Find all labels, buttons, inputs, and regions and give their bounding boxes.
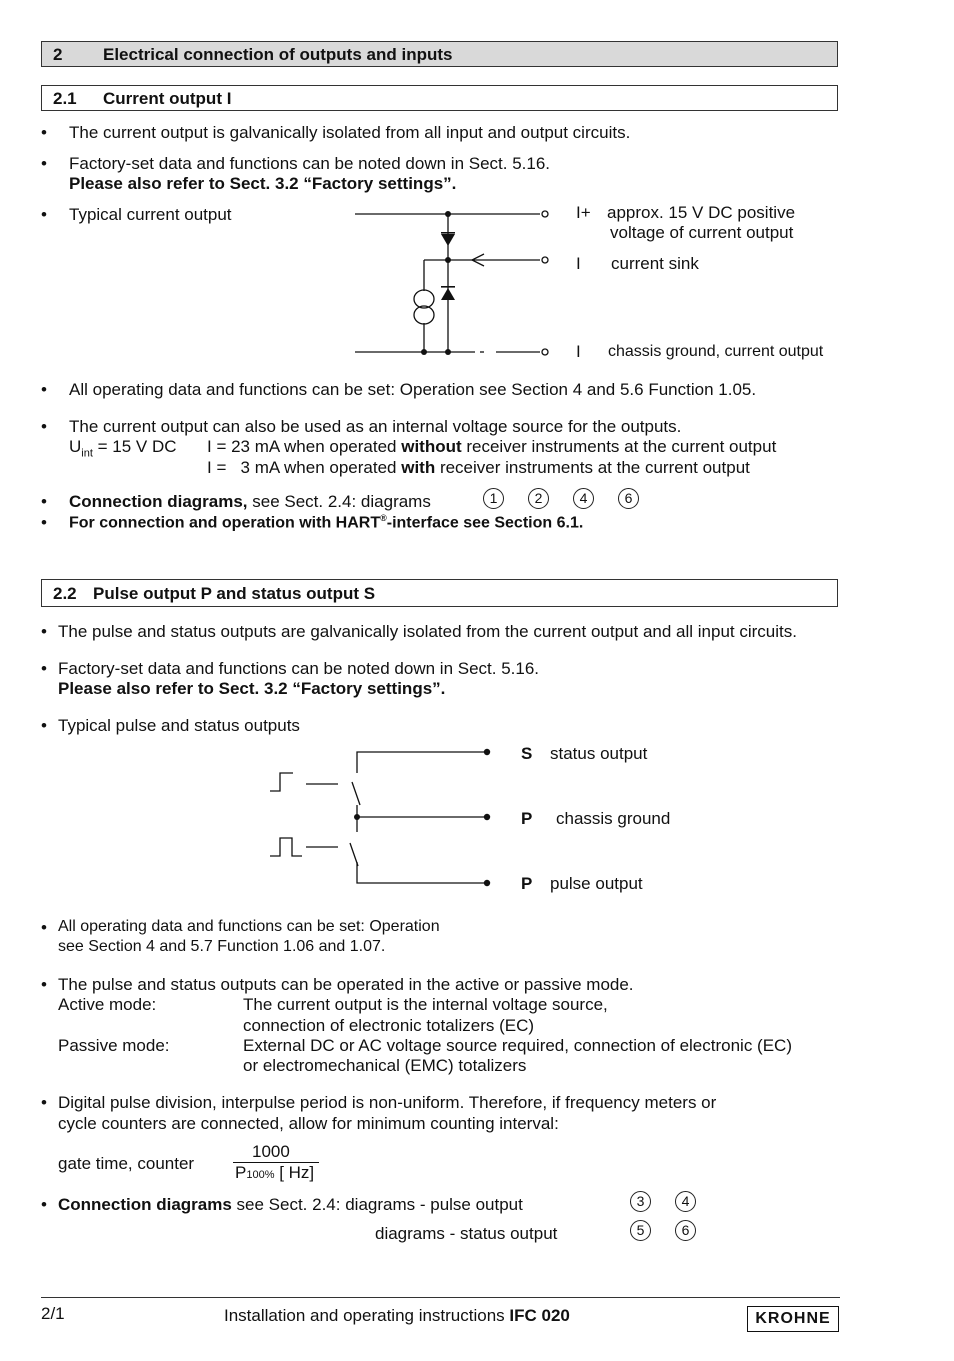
section-2-1-number: 2.1: [53, 89, 77, 108]
passive-mode-desc-1: External DC or AC voltage source required, connection of electronic (EC): [243, 1036, 792, 1055]
bullet-dot: •: [41, 123, 47, 142]
bullet-dot: •: [41, 1195, 47, 1214]
section-2-2-number: 2.2: [53, 584, 77, 603]
footer-page-number: 2/1: [41, 1304, 65, 1323]
registered-mark: ®: [380, 513, 387, 523]
terminal-i-plus-desc-2: voltage of current output: [610, 223, 794, 242]
terminal-i-plus-desc-1: approx. 15 V DC positive: [607, 203, 796, 222]
uint-symbol: U: [69, 437, 82, 456]
terminal-i-ground-desc: chassis ground, current output: [608, 343, 824, 360]
section-2-2-title: Pulse output P and status output S: [93, 584, 376, 603]
text-pulse-division-2: cycle counters are connected, allow for minimum counting interval:: [58, 1114, 559, 1133]
bullet-dot: •: [41, 205, 47, 224]
diagram-ref-3: [630, 1191, 651, 1212]
circled-number: 6: [675, 1220, 696, 1241]
section-2-number: 2: [53, 45, 63, 64]
text-status-diagrams: diagrams - status output: [375, 1224, 558, 1243]
terminal-p-pulse: P: [521, 874, 533, 893]
terminal-s-desc: status output: [550, 744, 648, 763]
text-part: [ Hz]: [274, 1163, 315, 1182]
terminal-i-plus: I+: [576, 203, 591, 222]
passive-mode-desc-2: or electromechanical (EMC) totalizers: [243, 1056, 527, 1075]
text-typical-pulse: Typical pulse and status outputs: [58, 716, 300, 735]
text-operating-data-2a: All operating data and functions can be set: Operation: [58, 918, 440, 935]
text-operating-data: All operating data and functions can be set: Operation see Section 4 and 5.6 Function 1.05.: [69, 380, 757, 399]
terminal-i: I: [576, 254, 581, 273]
active-mode-desc-1: The current output is the internal voltage source,: [243, 995, 608, 1014]
text-part: I = 3 mA when operated: [207, 458, 402, 477]
diagram-ref-6b: [675, 1220, 696, 1241]
text-voltage-source: The current output can also be used as an internal voltage source for the outputs.: [69, 417, 682, 436]
text-gate-time: gate time, counter: [58, 1154, 195, 1173]
circled-number: 1: [483, 488, 504, 509]
text-factory-ref-2: Please also refer to Sect. 3.2 “Factory settings”.: [58, 679, 446, 698]
text-part: see Sect. 2.4: diagrams: [247, 492, 431, 511]
text-typical-current: Typical current output: [69, 205, 232, 224]
text-part: receiver instruments at the current output: [435, 458, 750, 477]
bullet-dot: •: [41, 492, 47, 511]
bullet-dot: •: [41, 1093, 47, 1112]
text-operating-data-2b: see Section 4 and 5.7 Function 1.06 and 1.07.: [58, 938, 386, 955]
text-pulse-isolation: The pulse and status outputs are galvanically isolated from the current output and all input circuits.: [58, 622, 797, 641]
active-mode-label: Active mode:: [58, 995, 157, 1014]
terminal-p-pulse-desc: pulse output: [550, 874, 643, 893]
text-factory-set: Factory-set data and functions can be noted down in Sect. 5.16.: [69, 154, 551, 173]
bullet-dot: •: [41, 975, 47, 994]
diagram-ref-4b: [675, 1191, 696, 1212]
diagram-ref-5: [630, 1220, 651, 1241]
text-part: P: [235, 1163, 247, 1182]
passive-mode-label: Passive mode:: [58, 1036, 170, 1055]
subscript: 100%: [246, 1169, 275, 1181]
uint-value: = 15 V DC: [92, 437, 177, 456]
fraction-denominator: [235, 1163, 314, 1183]
terminal-p-ground-desc: chassis ground: [556, 809, 671, 828]
terminal-s: S: [521, 744, 533, 763]
text-bold-part: without: [401, 437, 462, 456]
text-part: receiver instruments at the current output: [461, 437, 777, 456]
text-part: -interface see Section 6.1.: [386, 514, 584, 532]
active-mode-desc-2: connection of electronic totalizers (EC): [243, 1016, 535, 1035]
footer-product: IFC 020: [509, 1306, 570, 1325]
text-part: see Sect. 2.4: diagrams - pulse output: [231, 1195, 523, 1214]
text-factory-set-2: Factory-set data and functions can be noted down in Sect. 5.16.: [58, 659, 540, 678]
footer-rule: [41, 1297, 840, 1298]
terminal-i-desc: current sink: [611, 254, 699, 273]
text-factory-ref: Please also refer to Sect. 3.2 “Factory settings”.: [69, 174, 457, 193]
section-2-title: Electrical connection of outputs and inputs: [103, 45, 453, 64]
terminal-i-ground: I: [576, 342, 581, 361]
circled-number: 2: [528, 488, 549, 509]
bullet-dot: •: [41, 716, 47, 735]
bullet-dot: •: [41, 622, 47, 641]
bullet-dot: •: [41, 918, 47, 937]
krohne-logo: KROHNE: [747, 1306, 839, 1332]
circled-number: 4: [573, 488, 594, 509]
text-bold-part: Connection diagrams,: [69, 492, 248, 511]
section-2-1-title: Current output I: [103, 89, 232, 108]
text-bold-part: Connection diagrams: [58, 1195, 232, 1214]
terminal-p-ground: P: [521, 809, 533, 828]
circled-number: 4: [675, 1191, 696, 1212]
bullet-dot: •: [41, 659, 47, 678]
uint-subscript: int: [81, 447, 93, 460]
bullet-dot: •: [41, 154, 47, 173]
text-modes: The pulse and status outputs can be operated in the active or passive mode.: [58, 975, 634, 994]
text-bold-part: with: [401, 458, 436, 477]
footer-title: [224, 1306, 570, 1326]
text-pulse-division-1: Digital pulse division, interpulse period is non-uniform. Therefore, if frequency meters or: [58, 1093, 717, 1112]
bullet-dot: •: [41, 380, 47, 399]
fraction-numerator: 1000: [252, 1142, 290, 1161]
circled-number: 6: [618, 488, 639, 509]
text-part: For connection and operation with HART: [69, 514, 381, 532]
text-part: I = 23 mA when operated: [207, 437, 402, 456]
bullet-dot: •: [41, 417, 47, 436]
circled-number: 3: [630, 1191, 651, 1212]
text-part: Installation and operating instructions: [224, 1306, 510, 1325]
text-connection-diagrams-2: [58, 1195, 523, 1215]
bullet-dot: •: [41, 513, 47, 532]
text-isolation: The current output is galvanically isolated from all input and output circuits.: [69, 123, 631, 142]
circled-number: 5: [630, 1220, 651, 1241]
